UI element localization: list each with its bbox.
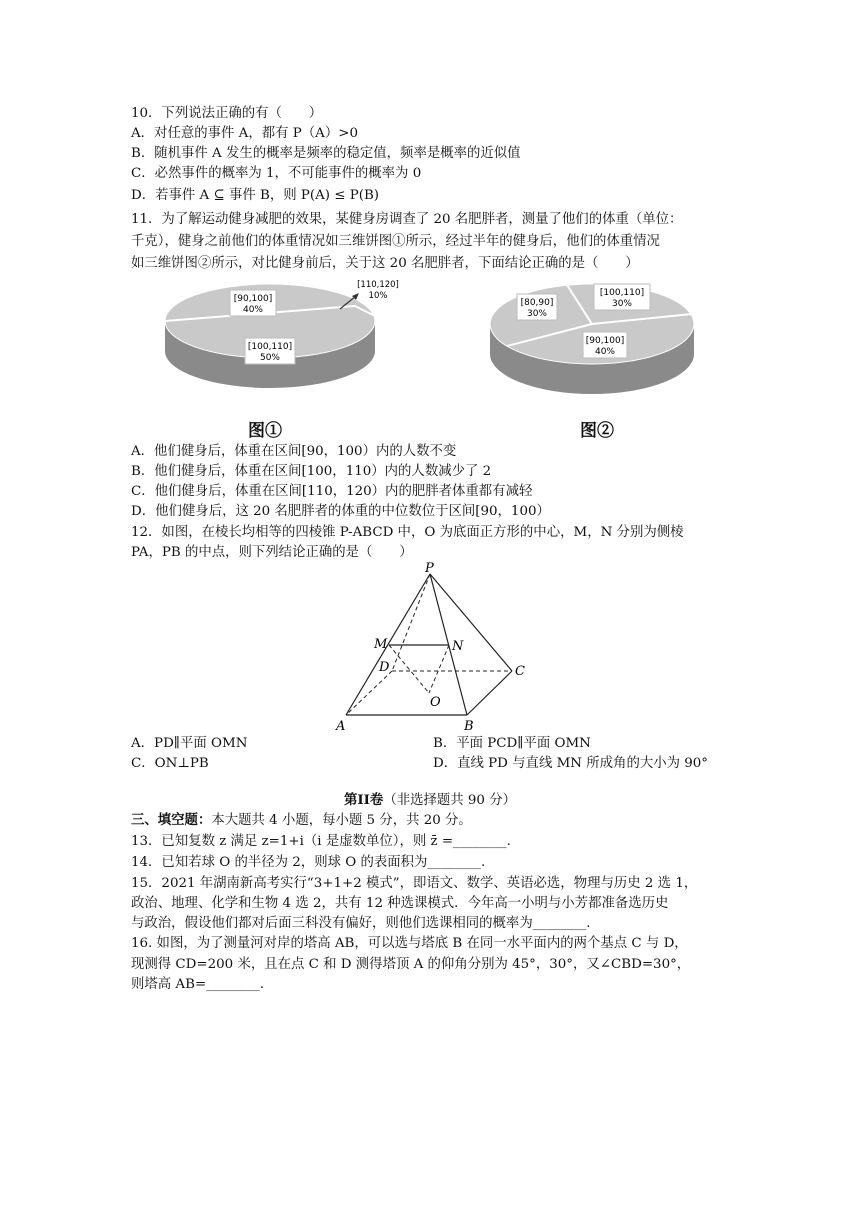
pie2-pct-100-110: 30% xyxy=(611,299,633,309)
q12-stem-line1: 12．如图，在棱长均相等的四棱锥 P-ABCD 中，O 为底面正方形的中心，M，N 分别为侧棱 xyxy=(131,525,684,540)
point-D: D xyxy=(379,660,390,675)
pie1-pct-90-100: 40% xyxy=(242,305,264,315)
q12-stem-line2: PA，PB 的中点，则下列结论正确的是（ ） xyxy=(131,545,413,560)
pie1-label-110-120: [110,120] xyxy=(357,280,399,290)
section3-desc: 本大题共 4 小题，每小题 5 分，共 20 分。 xyxy=(211,813,472,828)
pyramid-figure xyxy=(334,560,534,732)
pie1-pct-110-120: 10% xyxy=(368,291,388,301)
pie2-label-100-110: [100,110] xyxy=(599,288,645,298)
q14: 14．已知若球 O 的半径为 2，则球 O 的表面积为________. xyxy=(131,855,486,870)
pie1-pct-100-110: 50% xyxy=(259,353,281,363)
q12-option-a: A．PD∥平面 OMN xyxy=(131,736,248,751)
pie1-label-90-100: [90,100] xyxy=(233,294,273,304)
q11-option-b: B．他们健身后，体重在区间[100，110）内的人数减少了 2 xyxy=(131,464,492,479)
q15-line2: 政治、地理、化学和生物 4 选 2，共有 12 种选课模式．今年高一小明与小芳都准备选历史 xyxy=(131,896,669,911)
q15-line1: 15．2021 年湖南新高考实行“3+1+2 模式”，即语文、数学、英语必选，物理与历史 2 选 1， xyxy=(131,876,698,891)
pie-chart-1 xyxy=(160,276,400,416)
point-O: O xyxy=(430,695,441,710)
q11-stem-line3: 如三维饼图②所示，对比健身前后，关于这 20 名肥胖者，下面结论正确的是（ ） xyxy=(131,256,639,271)
point-M: M xyxy=(374,637,388,652)
q11-option-a: A．他们健身后，体重在区间[90，100）内的人数不变 xyxy=(131,444,457,459)
pie2-label-90-100: [90,100] xyxy=(585,336,625,346)
q10-option-a: A．对任意的事件 A，都有 P（A）>0 xyxy=(131,126,358,141)
part2-title: 第II卷 xyxy=(344,792,384,808)
pie1-caption: 图① xyxy=(248,421,282,441)
q12-option-b: B．平面 PCD∥平面 OMN xyxy=(433,736,591,751)
pie2-pct-80-90: 30% xyxy=(526,309,548,319)
pie2-pct-90-100: 40% xyxy=(594,347,616,357)
point-A: A xyxy=(336,719,346,732)
q10-stem: 10．下列说法正确的有（ ） xyxy=(131,106,323,121)
point-C: C xyxy=(515,664,525,679)
q11-option-d: D．他们健身后，这 20 名肥胖者的体重的中位数位于区间[90，100） xyxy=(131,504,550,519)
q16-line2: 现测得 CD=200 米，且在点 C 和 D 测得塔顶 A 的仰角分别为 45°，30°，又∠CBD=30°， xyxy=(131,957,691,972)
q12-option-d: D．直线 PD 与直线 MN 所成角的大小为 90° xyxy=(433,756,709,771)
q12-option-c: C．ON⊥PB xyxy=(131,756,209,771)
q10-option-d: D．若事件 A ⊆ 事件 B，则 P(A) ≤ P(B) xyxy=(131,188,380,203)
q10-option-b: B．随机事件 A 发生的概率是频率的稳定值，频率是概率的近似值 xyxy=(131,146,521,161)
q11-stem-line1: 11．为了解运动健身减肥的效果，某健身房调查了 20 名肥胖者，测量了他们的体重（单位： xyxy=(131,212,683,227)
section3-heading xyxy=(131,810,472,831)
pie1-label-100-110: [100,110] xyxy=(247,342,293,352)
pie2-label-80-90: [80,90] xyxy=(520,298,554,308)
pie-chart-2 xyxy=(487,274,707,414)
q11-stem-line2: 千克），健身之前他们的体重情况如三维饼图①所示，经过半年的健身后，他们的体重情况 xyxy=(131,234,660,249)
q15-line3: 与政治，假设他们都对后面三科没有偏好，则他们选课相同的概率为________. xyxy=(131,916,591,931)
pie2-caption: 图② xyxy=(580,421,614,441)
part2-heading xyxy=(0,790,860,811)
q10-option-c: C．必然事件的概率为 1，不可能事件的概率为 0 xyxy=(131,166,422,181)
point-P: P xyxy=(425,561,434,576)
point-N: N xyxy=(452,639,464,654)
q16-line3: 则塔高 AB=________. xyxy=(131,977,264,992)
section3-title: 三、填空题： xyxy=(131,812,212,828)
q13: 13．已知复数 z 满足 z=1+i（i 是虚数单位），则 z̄ =________. xyxy=(131,834,511,849)
q16-line1: 16. 如图，为了测量河对岸的塔高 AB，可以选与塔底 B 在同一水平面内的两个基点 C 与 D， xyxy=(131,936,688,951)
point-B: B xyxy=(464,719,474,732)
part2-note: （非选择题共 90 分） xyxy=(383,793,516,808)
q11-option-c: C．他们健身后，体重在区间[110，120）内的肥胖者体重都有减轻 xyxy=(131,484,533,499)
